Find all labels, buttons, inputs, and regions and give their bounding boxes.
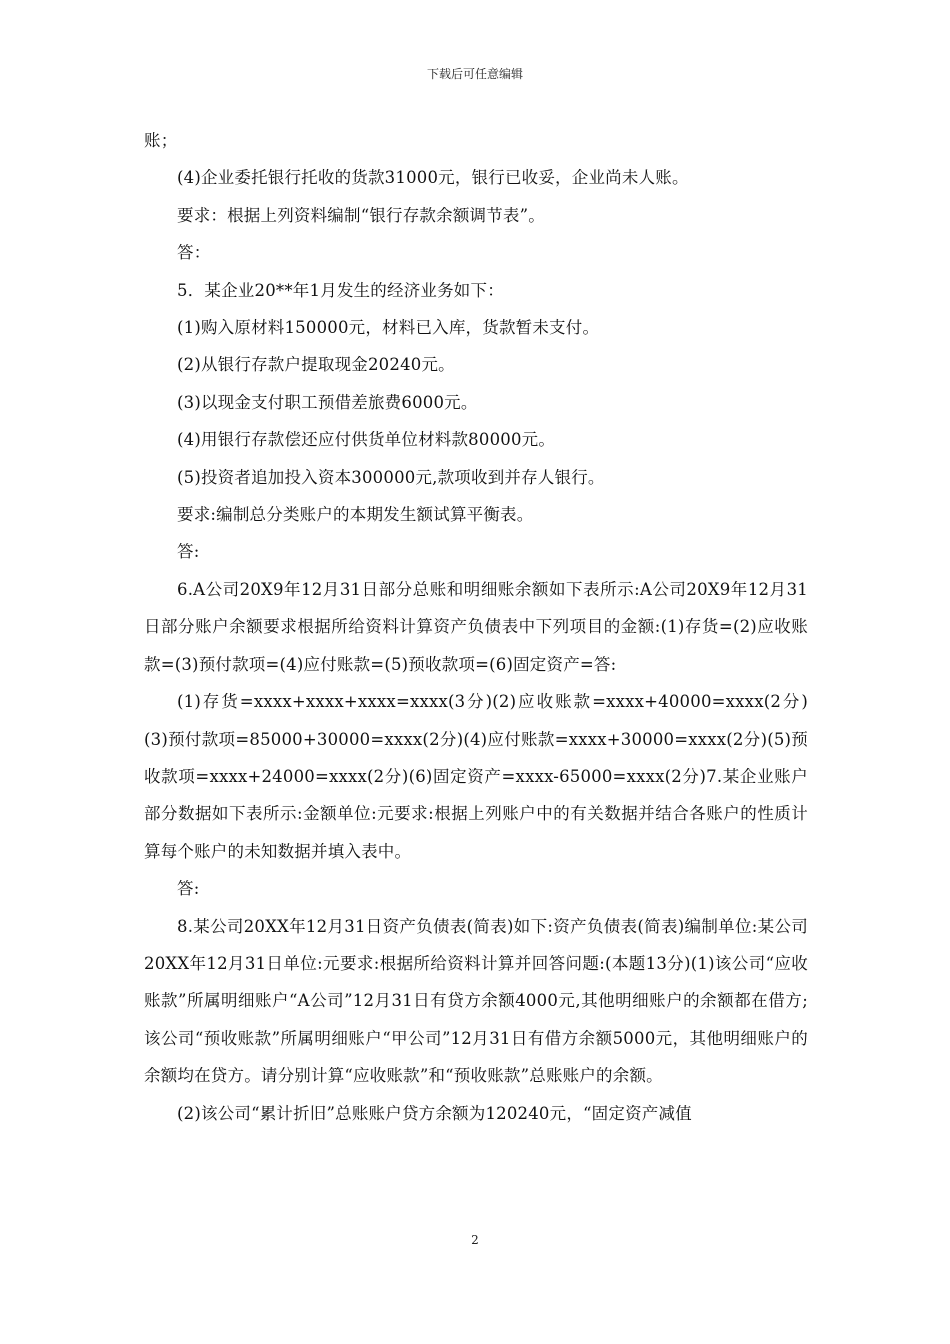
paragraph-q5-requirement: 要求:编制总分类账户的本期发生额试算平衡表。 [177,505,534,525]
paragraph-item-4: (4)企业委托银行托收的货款31000元，银行已收妥，企业尚未人账。 [177,168,689,188]
paragraph-q5-item-5: (5)投资者追加投入资本300000元,款项收到并存人银行。 [177,467,605,487]
paragraph-requirement: 要求：根据上列资料编制“银行存款余额调节表”。 [177,205,545,225]
paragraph-question-8: 8.某公司20XX年12月31日资产负债表(简表)如下:资产负债表(简表)编制单位:某公司20XX年12月31日单位:元要求:根据所给资料计算并回答问题:(本题13分)(1)该公司“应收账款”所属明细账户“A公司”12月31日有贷方余额4000元,其他明细账户的余额都在借方;该公司“预收账款”所属明细账户“甲公司”12月31日有借方余额5000元，其他明细账户的余额均在贷方。请分别计算“应收账款”和“预收账款”总账账户的余额。 [144,916,808,1086]
paragraph-answer: 答： [177,243,211,263]
paragraph-q8-part-2: (2)该公司“累计折旧”总账账户贷方余额为120240元，“固定资产减值 [177,1103,692,1123]
paragraph-question-5: 5．某企业20**年1月发生的经济业务如下： [177,280,504,300]
paragraph-q5-item-4: (4)用银行存款偿还应付供货单位材料款80000元。 [177,430,556,450]
paragraph-q5-item-1: (1)购入原材料150000元，材料已入库，货款暂未支付。 [177,318,600,338]
page-number: 2 [471,1233,479,1247]
paragraph-q5-item-3: (3)以现金支付职工预借差旅费6000元。 [177,392,478,412]
document-body [144,122,808,1132]
paragraph-q5-answer: 答: [177,542,200,562]
paragraph-q6-answer-and-question-7: (1)存货=xxxx+xxxx+xxxx=xxxx(3分)(2)应收账款=xxxx+40000=xxxx(2分)(3)预付款项=85000+30000=xxxx(2分)(4)应付账款=xxxx+30000=xxxx(2分)(5)预收款项=xxxx+24000=xxxx(2分)(6)固定资产=xxxx-65000=xxxx(2分)7.某企业账户部分数据如下表所示:金额单位:元要求:根据上列账户中的有关数据并结合各账户的性质计算每个账户的未知数据并填入表中。 [144,692,808,861]
paragraph-continuation: 账； [144,131,178,150]
paragraph-q7-answer: 答: [177,879,200,899]
paragraph-q5-item-2: (2)从银行存款户提取现金20240元。 [177,355,455,375]
page-header: 下载后可任意编辑 [426,67,523,81]
paragraph-question-6: 6.A公司20X9年12月31日部分总账和明细账余额如下表所示:A公司20X9年12月31日部分账户余额要求根据所给资料计算资产负债表中下列项目的金额:(1)存货=(2)应收账款=(3)预付款项=(4)应付账款=(5)预收款项=(6)固定资产=答: [144,579,808,674]
